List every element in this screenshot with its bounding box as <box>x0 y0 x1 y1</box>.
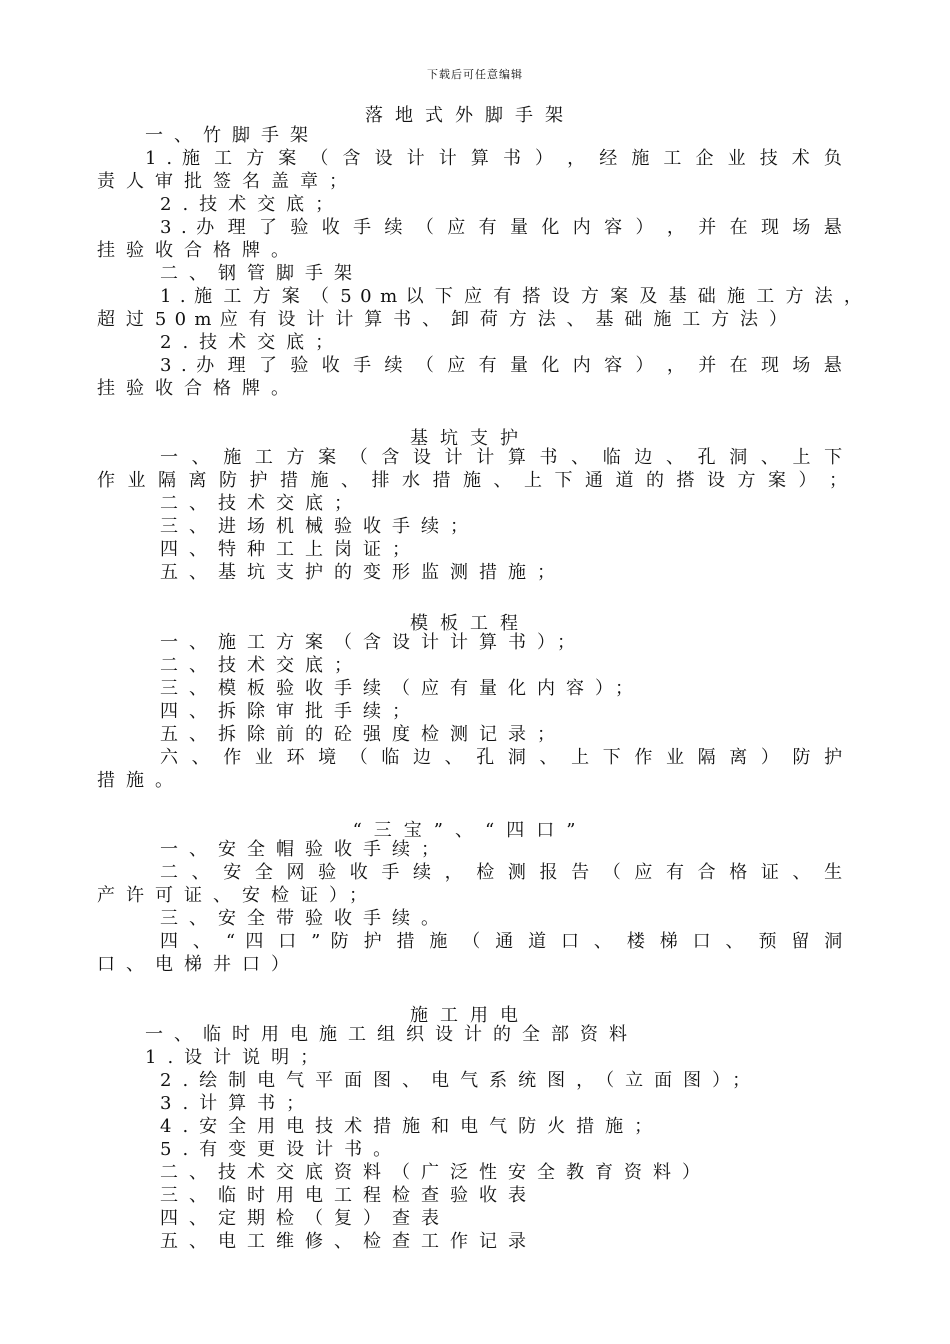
section-line: 一、施工方案（含设计计算书）； <box>160 632 586 653</box>
section-line: 1.设计说明； <box>145 1047 330 1068</box>
section-line: 3 . 办 理 了 验 收 手 续 （ 应 有 量 化 内 容 ） ， 并 在 现 场 悬 <box>160 355 842 376</box>
section-line: 六 、 作 业 环 境 （ 临 边 、 孔 洞 、 上 下 作 业 隔 离 ） 防 护 <box>160 747 843 768</box>
section-line: 一 、 施 工 方 案 （ 含 设 计 计 算 书 、 临 边 、 孔 洞 、 上 下 <box>160 447 843 468</box>
section-line: 二、技术交底资料（广泛性安全教育资料） <box>160 1162 711 1183</box>
section-line: 措施。 <box>97 770 184 791</box>
section-line: 2.技术交底； <box>160 332 345 353</box>
section-line: 三、进场机械验收手续； <box>160 516 479 537</box>
section-line: 超 过 5 0 m 应 有 设 计 计 算 书 、 卸 荷 方 法 、 基 础 施 工 方 法 ） <box>97 309 787 330</box>
section-line: 四 、 “ 四 口 ” 防 护 措 施 （ 通 道 口 、 楼 梯 口 、 预 留 洞 <box>160 931 843 952</box>
section-line: 5.有变更设计书。 <box>160 1139 403 1160</box>
section-line: 一、安全帽验收手续； <box>160 839 450 860</box>
section-line: 二 、 安 全 网 验 收 手 续 ， 检 测 报 告 （ 应 有 合 格 证 、 生 <box>160 862 843 883</box>
section-line: 二、钢管脚手架 <box>160 263 363 284</box>
section-line: 一、临时用电施工组织设计的全部资料 <box>145 1024 638 1045</box>
section-line: 挂验收合格牌。 <box>97 240 300 261</box>
section-line: 挂验收合格牌。 <box>97 378 300 399</box>
section-line: 二、技术交底； <box>160 655 363 676</box>
section-line: 1 . 施 工 方 案 （ 5 0 m 以 下 应 有 搭 设 方 案 及 基 础 施 工 方 法 ， <box>160 286 862 307</box>
section-line: 五、基坑支护的变形监测措施； <box>160 562 566 583</box>
section-line: 四、定期检（复）查表 <box>160 1208 450 1229</box>
section-line: 二、技术交底； <box>160 493 363 514</box>
section-line: 作 业 隔 离 防 护 措 施 、 排 水 措 施 、 上 下 通 道 的 搭 设 方 案 ） ； <box>97 470 847 491</box>
section-line: 2.绘制电气平面图、电气系统图，（立面图）； <box>160 1070 762 1091</box>
section-line: 2.技术交底； <box>160 194 345 215</box>
section-title: “三宝”、“四口” <box>352 820 588 841</box>
section-title: 基坑支护 <box>410 428 530 449</box>
section-line: 五、拆除前的砼强度检测记录； <box>160 724 566 745</box>
section-line: 四、拆除审批手续； <box>160 701 421 722</box>
section-line: 三、安全带验收手续。 <box>160 908 450 929</box>
section-line: 责人审批签名盖章； <box>97 171 358 192</box>
section-line: 产许可证、安检证）； <box>97 885 378 906</box>
section-line: 4.安全用电技术措施和电气防火措施； <box>160 1116 664 1137</box>
section-title: 模板工程 <box>410 613 530 634</box>
section-title: 施工用电 <box>410 1005 530 1026</box>
section-line: 五、电工维修、检查工作记录 <box>160 1231 537 1252</box>
section-line: 一、竹脚手架 <box>145 125 319 146</box>
section-title: 落地式外脚手架 <box>365 105 575 126</box>
section-line: 3.计算书； <box>160 1093 316 1114</box>
section-line: 3 . 办 理 了 验 收 手 续 （ 应 有 量 化 内 容 ） ， 并 在 现 场 悬 <box>160 217 842 238</box>
section-line: 三、临时用电工程检查验收表 <box>160 1185 537 1206</box>
section-line: 1 . 施 工 方 案 （ 含 设 计 计 算 书 ） ， 经 施 工 企 业 技 术 负 <box>145 148 842 169</box>
page-header: 下载后可任意编辑 <box>427 68 523 81</box>
section-line: 口、电梯井口） <box>97 954 300 975</box>
section-line: 四、特种工上岗证； <box>160 539 421 560</box>
section-line: 三、模板验收手续（应有量化内容）； <box>160 678 644 699</box>
